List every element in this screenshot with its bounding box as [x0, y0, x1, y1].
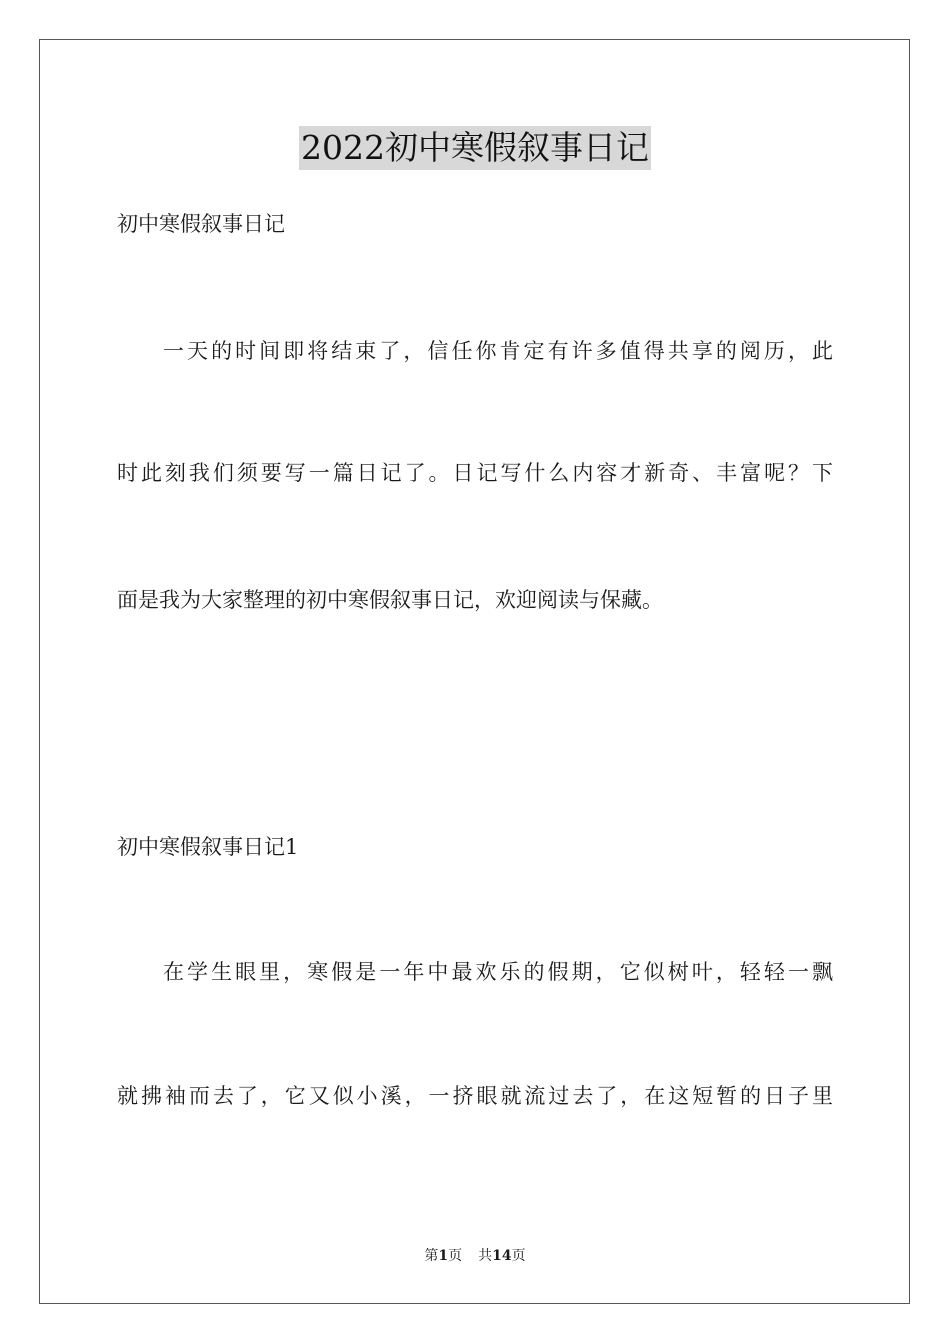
page-total: 14: [492, 1248, 512, 1264]
intro-line-3: 面是我为大家整理的初中寒假叙事日记，欢迎阅读与保藏。: [117, 588, 663, 612]
section-line-1: 在学生眼里，寒假是一年中最欢乐的假期，它似树叶，轻轻一飘: [163, 960, 833, 984]
page-prefix: 第: [424, 1248, 439, 1264]
intro-line-2: 时此刻我们须要写一篇日记了。日记写什么内容才新奇、丰富呢？下: [117, 461, 833, 485]
intro-line-1: 一天的时间即将结束了，信任你肯定有许多值得共享的阅历，此: [163, 339, 833, 363]
section-heading: 初中寒假叙事日记1: [117, 835, 299, 859]
total-prefix: 共: [478, 1248, 493, 1264]
section-line-2: 就拂袖而去了，它又似小溪，一挤眼就流过去了，在这短暂的日子里: [117, 1084, 833, 1108]
title-wrap: [0, 126, 950, 170]
total-suffix: 页: [511, 1248, 526, 1264]
page-current: 1: [438, 1248, 449, 1264]
page-suffix: 页: [448, 1248, 463, 1264]
document-subtitle: 初中寒假叙事日记: [117, 212, 285, 236]
document-title: 2022初中寒假叙事日记: [299, 126, 651, 170]
page-footer: [0, 1246, 950, 1266]
